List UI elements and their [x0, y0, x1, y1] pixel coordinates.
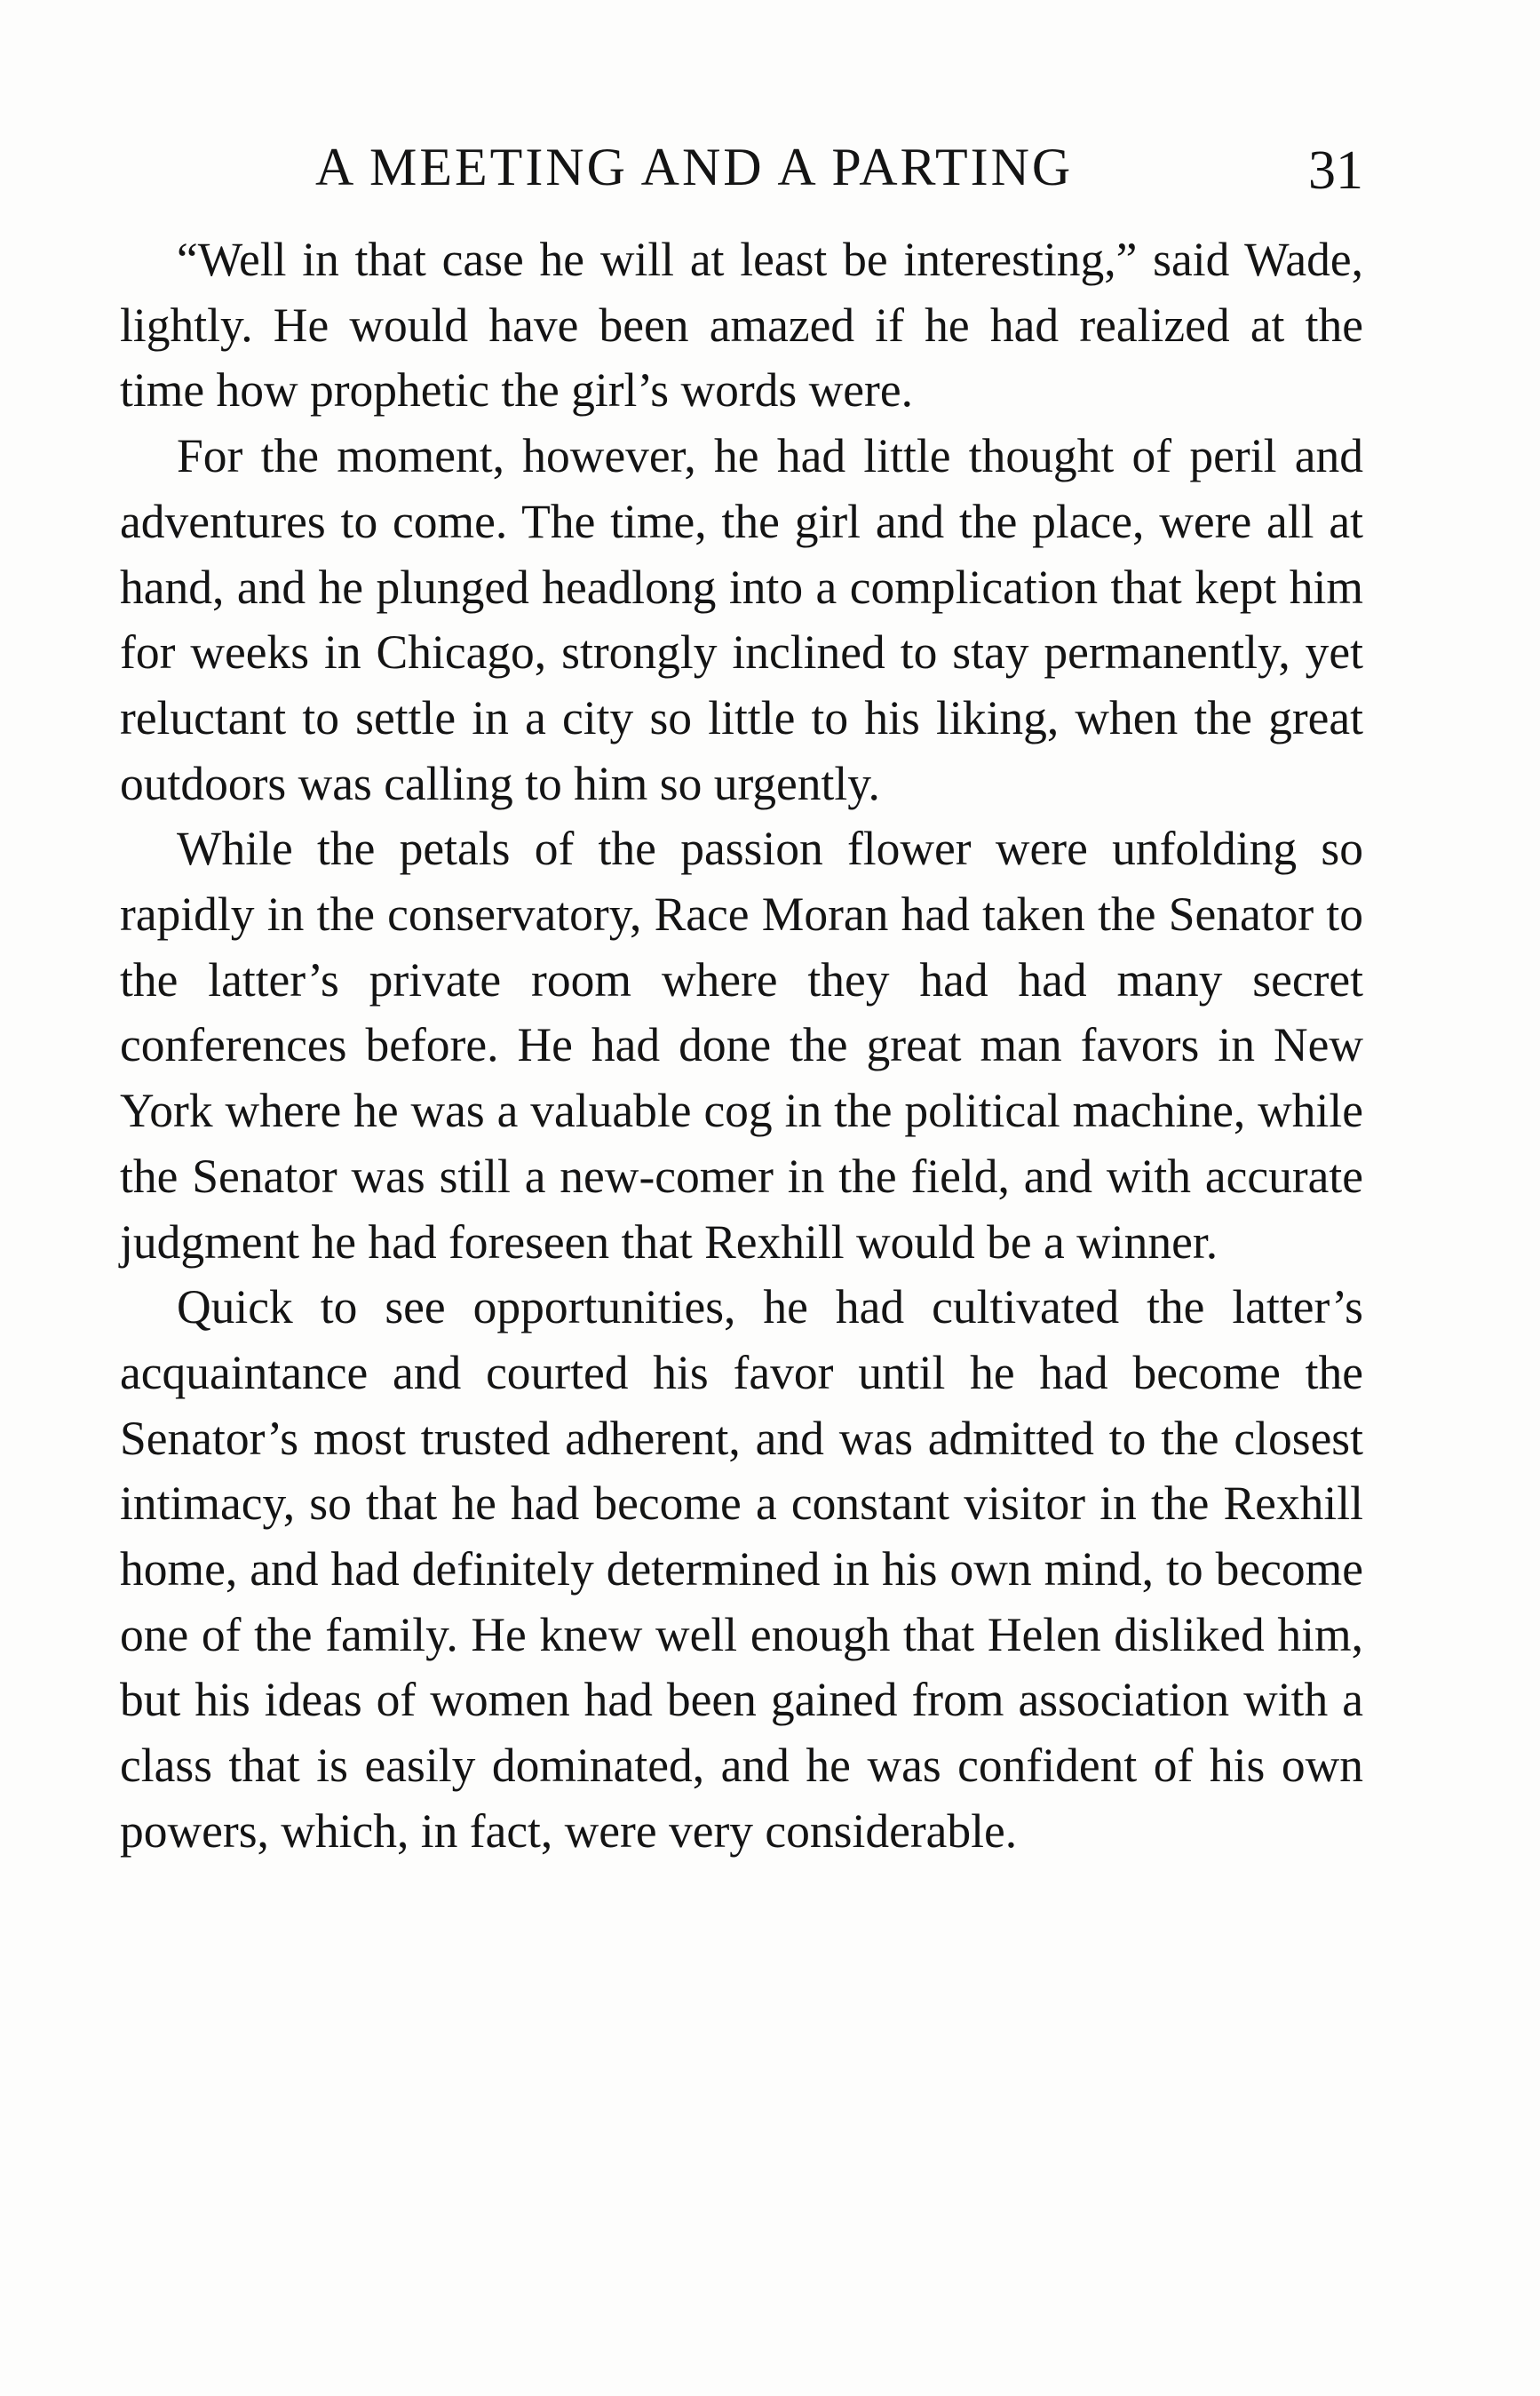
paragraph: “Well in that case he will at least be interesting,” said Wade, lightly. He would have been amazed if he had realized at the time how prophetic the girl’s words were. [120, 233, 1363, 418]
page-number: 31 [1308, 140, 1363, 201]
page-header [120, 131, 1363, 203]
body-text [120, 227, 1363, 1865]
running-title: A MEETING AND A PARTING [315, 138, 1074, 196]
paragraph: Quick to see opportunities, he had cultivated the latter’s acquaintance and courted his favor until he had become the Senator’s most trusted adherent, and was admitted to the closest intimacy, so that he had become a constant visitor in the Rexhill home, and had definitely determined in his own mind, to become one of the family. He knew well enough that Helen disliked him, but his ideas of women had been gained from association with a class that is easily dominated, and he was confident of his own powers, which, in fact, were very considerable. [120, 1280, 1363, 1858]
paragraph: For the moment, however, he had little thought of peril and adventures to come. The time, the girl and the place, were all at hand, and he plunged headlong into a complication that kept him for weeks in Chicago, strongly inclined to stay permanently, yet reluctant to settle in a city so little to his liking, when the great outdoors was calling to him so urgently. [120, 429, 1363, 810]
paragraph: While the petals of the passion flower were unfolding so rapidly in the conservatory, Race Moran had taken the Senator to the latter’s private room where they had had many secret conferences before. He had done the great man favors in New York where he was a valuable cog in the political machine, while the Senator was still a new-comer in the field, and with accurate judgment he had foreseen that Rexhill would be a winner. [120, 822, 1363, 1269]
